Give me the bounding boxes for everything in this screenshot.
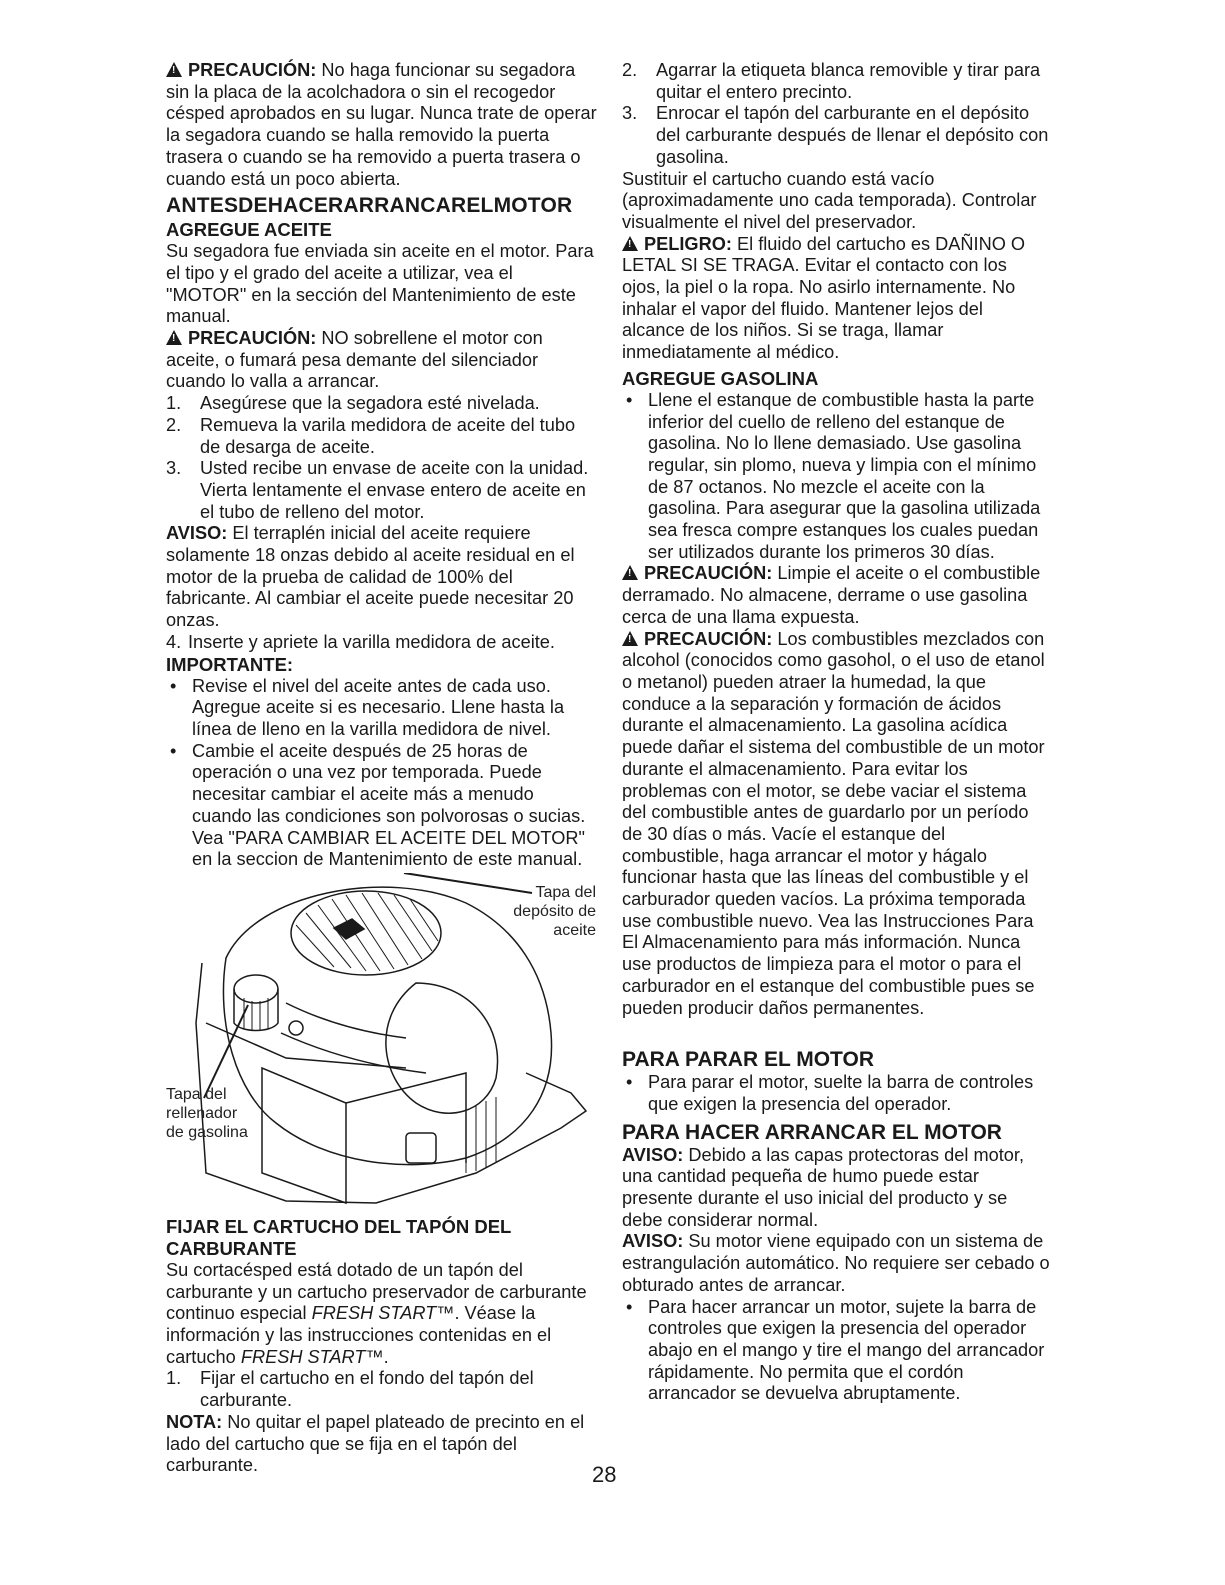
caution-label: PRECAUCIÓN:: [644, 563, 773, 584]
page-number: 28: [592, 1462, 617, 1487]
fuel-cap-label: Tapa del rellenador de gasolina: [166, 1085, 248, 1141]
caution-label: PRECAUCIÓN:: [188, 60, 317, 80]
warning-icon: [622, 565, 638, 580]
list-item: • Cambie el aceite después de 25 horas de operación o una vez por temporada. Puede necesitar cambiar el aceite más a menudo cuando las condiciones son polvorosas o sucias. Vea "PARA CAMBIAR EL ACEITE DEL MOTOR" en la seccion de Mantenimiento de este manual.: [170, 740, 586, 870]
warning-icon: [166, 62, 182, 77]
list-item: • Llene el estanque de combustible hasta la parte inferior del cuello de relleno del estanque de gasolina. No lo llene demasiado. Use gasolina regular, sin plomo, nueva y limpia con el mínimo de 87 octanos. No mezcle el aceite con la gasolina. Para asegurar que la gasolina utilizada sea fresca compre estanques los cuales puedan ser utilizados durante los primeros 30 días.: [626, 389, 1041, 562]
caution-text: No haga funcionar su segadora sin la placa de la acolchadora o sin el recogedor césped aprobados en su lugar. Nunca trate de operar la segadora cuando se halla removido la puerta trasera o cuando se ha removido a puerta trasera o cuando está un poco abierta.: [166, 60, 597, 189]
list-item: 3. Enrocar el tapón del carburante en el depósito del carburante después de llenar el depósito con gasolina.: [622, 103, 1049, 167]
list-item: 3. Usted recibe un envase de aceite con la unidad. Vierta lentamente el envase entero de aceite en el tubo de relleno del motor.: [166, 458, 589, 522]
caution-paragraph: [622, 629, 1050, 1020]
caution-paragraph: [622, 563, 1050, 628]
caution-paragraph: [166, 60, 598, 190]
list-item: 2. Agarrar la etiqueta blanca removible y tirar para quitar el entero precinto.: [622, 60, 1041, 102]
notice-label: AVISO:: [622, 1231, 684, 1252]
cartridge-text: Su cortacésped está dotado de un tapón del carburante y un cartucho preservador de carburante continuo especial FRESH START™. Véase la información y las instrucciones contenidas en el cartucho FRESH START™.: [166, 1259, 587, 1367]
list-item: • Para parar el motor, suelte la barra de controles que exigen la presencia del operador.: [626, 1072, 1034, 1114]
important-list: [166, 676, 598, 871]
notice-label: AVISO:: [166, 523, 228, 544]
notice-text: Debido a las capas protectoras del motor, una cantidad pequeña de humo puede estar presente durante el uso inicial del producto y se debe considerar normal.: [622, 1144, 1025, 1230]
cartridge-steps-list: [622, 60, 1050, 169]
important-heading: IMPORTANTE:: [166, 653, 294, 675]
caution-text: Los combustibles mezclados con alcohol (conocidos como gasohol, o el uso de etanol o metanol) pueden atraer la humedad, la que conduce a la separación y formación de ácidos durante el almacenamiento. La gasolina acídica puede dañar el sistema del combustible de un motor durante el almacenamiento. Para evitar los problemas con el motor, se debe vaciar el sistema del combustible antes de guardarlo por un período de 30 días o más. Vacíe el estanque del combustible, haga arrancar el motor y hágalo funcionar hasta que las líneas del combustible y el carburador queden vacíos. La próxima temporada use combustible nuevo. Vea las Instrucciones Para El Almacenamiento para más información. Nunca use productos de limpieza para el motor o para el carburador en el estanque del combustible pues se pueden producir daños permanentes.: [622, 628, 1045, 1018]
danger-label: PELIGRO:: [644, 233, 732, 254]
notice-paragraph: [166, 523, 598, 632]
list-item: 1. Fijar el cartucho en el fondo del tapón del carburante.: [166, 1368, 534, 1411]
caution-text: Limpie el aceite o el combustible derramado. No almacene, derrame o use gasolina cerca de una llama expuesta.: [622, 563, 1041, 627]
add-oil-text: Su segadora fue enviada sin aceite en el motor. Para el tipo y el grado del aceite a utilizar, vea el "MOTOR" en la sección del Mantenimiento de este manual.: [166, 241, 594, 327]
list-item: 1. Asegúrese que la segadora esté nivelada.: [166, 393, 540, 414]
caution-paragraph: [166, 328, 598, 393]
danger-text: El fluido del cartucho es DAÑINO O LETAL SI SE TRAGA. Evitar el contacto con los ojos, la piel o la ropa. No asirlo internamente. No inhalar el vapor del fluido. Mantener lejos del alcance de los niños. Si se traga, llamar inmediatamente al médico.: [622, 233, 1026, 363]
note-paragraph: [166, 1412, 598, 1477]
warning-icon: [166, 330, 182, 345]
oil-steps-list: [166, 393, 598, 523]
notice-paragraph: [622, 1145, 1050, 1232]
warning-icon: [622, 631, 638, 646]
note-text: No quitar el papel plateado de precinto en el lado del cartucho que se fija en el tapón del carburante.: [166, 1411, 585, 1476]
notice-paragraph: [622, 1231, 1050, 1296]
list-item: • Revise el nivel del aceite antes de cada uso. Agregue aceite si es necesario. Llene hasta la línea de lleno en la varilla medidora de nivel.: [170, 675, 565, 739]
caution-text: NO sobrellene el motor con aceite, o fumará pesa demante del silenciador cuando lo valla a arrancar.: [166, 328, 543, 392]
danger-paragraph: [622, 234, 1050, 364]
add-fuel-heading: AGREGUE GASOLINA: [622, 367, 819, 389]
notice-text: Su motor viene equipado con un sistema de estrangulación automático. No requiere ser cebado o obturado antes de arrancar.: [622, 1231, 1050, 1295]
left-column: [166, 60, 598, 1477]
warning-icon: [622, 236, 638, 251]
list-item: 4. Inserte y apriete la varilla medidora de aceite.: [166, 631, 555, 652]
note-label: NOTA:: [166, 1411, 223, 1432]
notice-text: El terraplén inicial del aceite requiere solamente 18 onzas debido al aceite residual en el motor de la prueba de calidad de 100% del fabricante. Al cambiar el aceite puede necesitar 20 onzas.: [166, 523, 575, 631]
cartridge-heading: FIJAR EL CARTUCHO DEL TAPÓN DEL CARBURANTE: [166, 1215, 512, 1259]
replace-text: Sustituir el cartucho cuando está vacío (aproximadamente uno cada temporada). Controlar visualmente el nivel del preservador.: [622, 168, 1037, 232]
section-heading-before-start: ANTESDEHACERARRANCARELMOTOR: [166, 194, 573, 218]
engine-illustration: [166, 873, 598, 1208]
brand-name: FRESH START™: [240, 1346, 384, 1367]
brand-name: FRESH START™: [311, 1303, 455, 1324]
start-engine-heading: PARA HACER ARRANCAR EL MOTOR: [622, 1120, 1002, 1144]
caution-label: PRECAUCIÓN:: [644, 628, 773, 649]
add-oil-heading: AGREGUE ACEITE: [166, 219, 332, 241]
caution-label: PRECAUCIÓN:: [188, 328, 317, 349]
list-item: 2. Remueva la varila medidora de aceite del tubo de desarga de aceite.: [166, 414, 576, 457]
stop-engine-heading: PARA PARAR EL MOTOR: [622, 1048, 875, 1072]
oil-cap-label: Tapa del depósito de aceite: [513, 883, 596, 939]
right-column: [622, 60, 1050, 1405]
notice-label: AVISO:: [622, 1144, 684, 1165]
list-item: • Para hacer arrancar un motor, sujete la barra de controles que exigen la presencia del operador abajo en el mango y tire el mango del arrancador rápidamente. No permita que el cordón arrancador se devuelva abruptamente.: [626, 1296, 1045, 1404]
